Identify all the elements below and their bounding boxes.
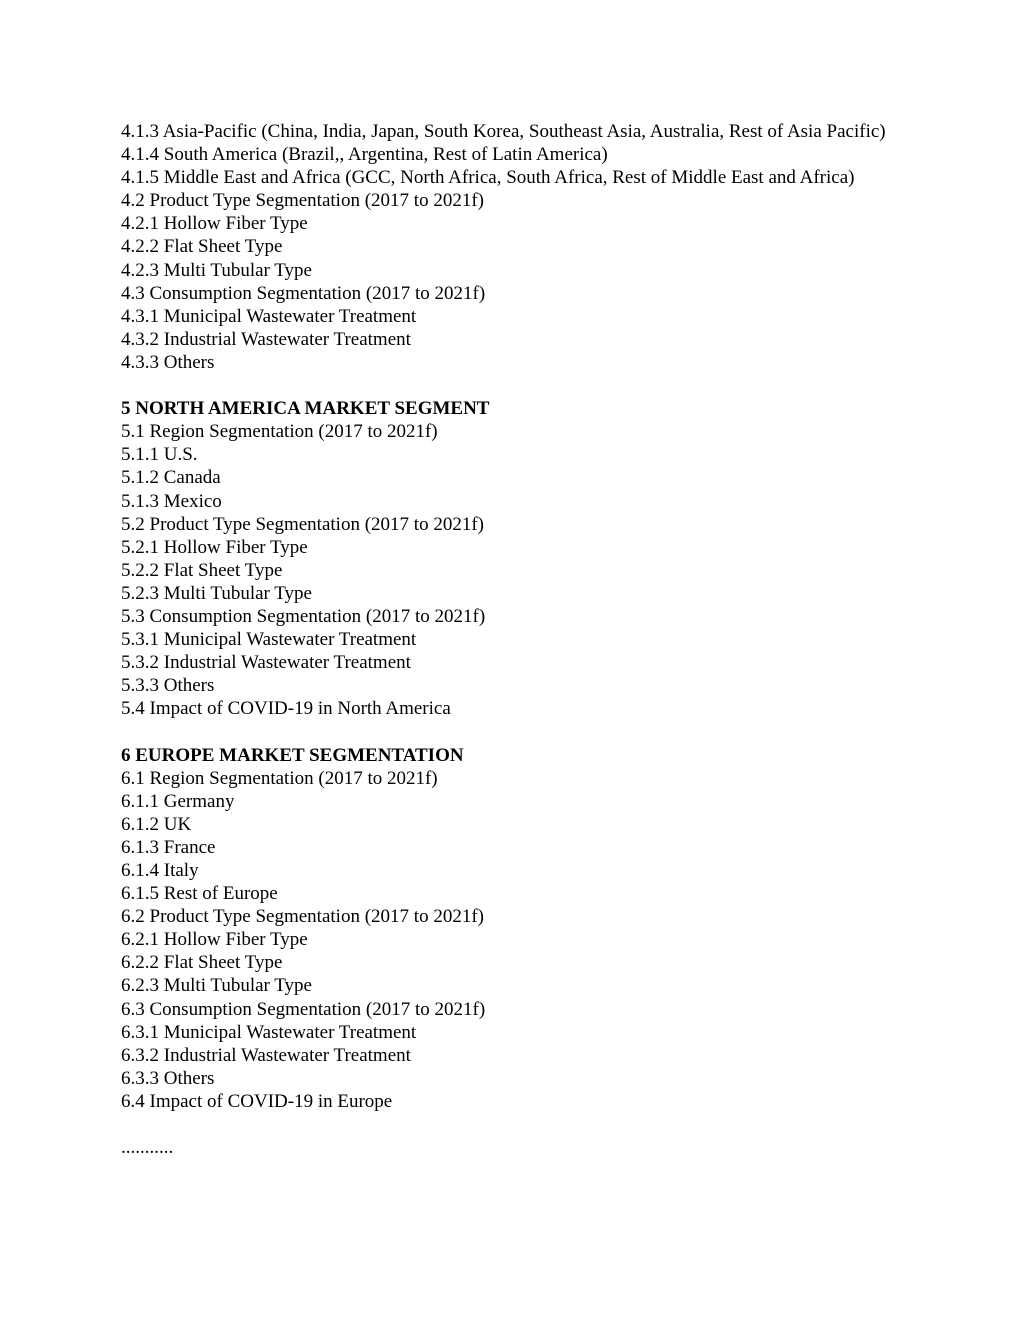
toc-entry: 6.3.2 Industrial Wastewater Treatment: [121, 1044, 411, 1066]
toc-entry: 4.2 Product Type Segmentation (2017 to 2021f): [121, 190, 484, 212]
toc-entry: 5.3 Consumption Segmentation (2017 to 2021f): [121, 605, 486, 627]
toc-entry: 5.3.2 Industrial Wastewater Treatment: [121, 652, 411, 674]
toc-entry: 6.3.3 Others: [121, 1067, 215, 1089]
section-5-heading: 5 NORTH AMERICA MARKET SEGMENT: [121, 398, 490, 420]
toc-entry: 6.4 Impact of COVID-19 in Europe: [121, 1090, 393, 1112]
toc-entry: 5.1.3 Mexico: [121, 490, 222, 512]
toc-entry: 5.2 Product Type Segmentation (2017 to 2021f): [121, 513, 484, 535]
section-6-heading: 6 EUROPE MARKET SEGMENTATION: [121, 744, 464, 766]
toc-entry: 4.1.5 Middle East and Africa (GCC, North Africa, South Africa, Rest of Middle East and Africa): [121, 167, 855, 189]
toc-entry: 6.3 Consumption Segmentation (2017 to 2021f): [121, 998, 486, 1020]
toc-entry: 6.1.4 Italy: [121, 860, 199, 881]
table-of-contents: [121, 120, 921, 1159]
toc-entry: 5.1 Region Segmentation (2017 to 2021f): [121, 421, 438, 443]
toc-entry: 5.1.1 U.S.: [121, 444, 198, 466]
toc-entry: 6.1 Region Segmentation (2017 to 2021f): [121, 767, 438, 789]
toc-entry: 4.1.3 Asia-Pacific (China, India, Japan, South Korea, Southeast Asia, Australia, Rest of Asia Pacific): [121, 121, 886, 142]
toc-entry: 4.3 Consumption Segmentation (2017 to 2021f): [121, 282, 486, 304]
toc-entry: 4.3.2 Industrial Wastewater Treatment: [121, 328, 411, 350]
toc-entry: 6.1.2 UK: [121, 813, 192, 835]
toc-entry: 4.2.1 Hollow Fiber Type: [121, 213, 308, 235]
toc-entry: 6.2.3 Multi Tubular Type: [121, 975, 312, 997]
toc-entry: 6.1.1 Germany: [121, 790, 235, 812]
toc-entry: 6.3.1 Municipal Wastewater Treatment: [121, 1021, 417, 1043]
toc-entry: 6.2.1 Hollow Fiber Type: [121, 929, 308, 951]
toc-entry: 4.1.4 South America (Brazil,, Argentina, Rest of Latin America): [121, 144, 608, 166]
section-gap: [121, 374, 921, 397]
toc-entry: 5.4 Impact of COVID-19 in North America: [121, 698, 451, 720]
toc-entry: 4.3.3 Others: [121, 351, 215, 373]
toc-entry: 6.2 Product Type Segmentation (2017 to 2021f): [121, 906, 484, 928]
toc-entry: 5.2.3 Multi Tubular Type: [121, 582, 312, 604]
toc-entry: 5.1.2 Canada: [121, 467, 221, 489]
toc-entry: 5.3.1 Municipal Wastewater Treatment: [121, 629, 417, 651]
section-5: [121, 397, 921, 720]
toc-entry: 6.1.5 Rest of Europe: [121, 883, 278, 905]
section-4-continued-list: [121, 120, 921, 374]
toc-entry: 4.2.3 Multi Tubular Type: [121, 259, 312, 281]
section-gap: [121, 1113, 921, 1136]
section-gap: [121, 720, 921, 743]
section-6: [121, 744, 921, 1114]
toc-entry: 4.3.1 Municipal Wastewater Treatment: [121, 305, 417, 327]
toc-entry: 6.1.3 France: [121, 836, 216, 858]
toc-entry: 6.2.2 Flat Sheet Type: [121, 952, 283, 974]
toc-entry: 4.2.2 Flat Sheet Type: [121, 236, 283, 258]
continuation-ellipsis: ...........: [121, 1137, 174, 1159]
toc-entry: 5.2.1 Hollow Fiber Type: [121, 536, 308, 558]
toc-entry: 5.3.3 Others: [121, 675, 215, 697]
toc-entry: 5.2.2 Flat Sheet Type: [121, 559, 283, 581]
